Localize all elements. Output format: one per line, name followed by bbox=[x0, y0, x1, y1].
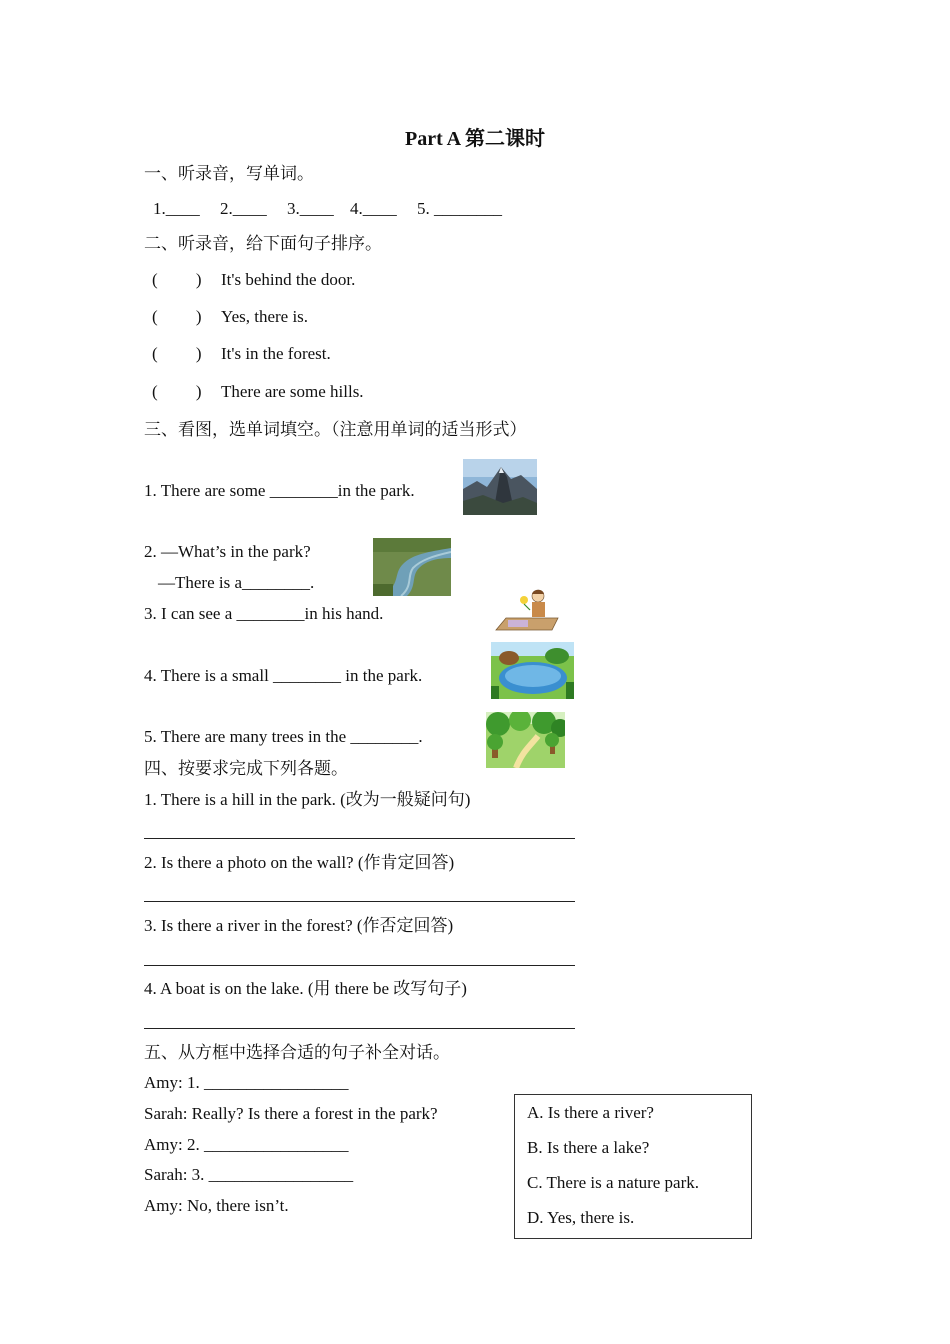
option-d: D. Yes, there is. bbox=[527, 1208, 635, 1227]
mountain-photo bbox=[463, 459, 537, 515]
fill-sentence-3: 3. I can see a ________in his hand. bbox=[144, 604, 384, 623]
answer-line-2[interactable] bbox=[144, 901, 575, 902]
option-b: B. Is there a lake? bbox=[527, 1138, 650, 1157]
section-4-heading: 四、按要求完成下列各题。 bbox=[144, 759, 348, 778]
blank-4: 4.____ bbox=[350, 199, 397, 218]
answer-line-3[interactable] bbox=[144, 965, 575, 966]
dialogue-line-1: Amy: 1. _________________ bbox=[144, 1073, 349, 1092]
section-1-heading: 一、听录音，写单词。 bbox=[144, 164, 314, 183]
order-sentence-2: Yes, there is. bbox=[221, 307, 309, 326]
fill-sentence-2b: —There is a________. bbox=[158, 573, 315, 592]
option-a: A. Is there a river? bbox=[527, 1103, 654, 1122]
transform-question-1: 1. There is a hill in the park. (改为一般疑问句) bbox=[144, 790, 471, 809]
section-5-heading: 五、从方框中选择合适的句子补全对话。 bbox=[144, 1043, 450, 1062]
river-photo bbox=[373, 538, 451, 596]
page-title: Part A 第二课时 bbox=[405, 128, 545, 150]
fill-sentence-5: 5. There are many trees in the ________. bbox=[144, 727, 423, 746]
forest-drawing bbox=[486, 712, 565, 768]
transform-question-2: 2. Is there a photo on the wall? (作肯定回答) bbox=[144, 853, 455, 872]
order-paren-4: ( ) bbox=[152, 382, 202, 401]
blank-2: 2.____ bbox=[220, 199, 267, 218]
fill-sentence-4: 4. There is a small ________ in the park. bbox=[144, 666, 423, 685]
order-sentence-1: It's behind the door. bbox=[221, 270, 356, 289]
dialogue-line-3: Amy: 2. _________________ bbox=[144, 1135, 349, 1154]
section-2-heading: 二、听录音，给下面句子排序。 bbox=[144, 234, 382, 253]
fill-sentence-1: 1. There are some ________in the park. bbox=[144, 481, 415, 500]
order-sentence-3: It's in the forest. bbox=[221, 344, 331, 363]
order-paren-1: ( ) bbox=[152, 270, 202, 289]
transform-question-3: 3. Is there a river in the forest? (作否定回答) bbox=[144, 916, 454, 935]
blank-5: 5. ________ bbox=[417, 199, 502, 218]
transform-question-4: 4. A boat is on the lake. (用 there be 改写句子) bbox=[144, 979, 467, 998]
boy-with-flower-drawing bbox=[492, 586, 564, 634]
dialogue-line-5: Amy: No, there isn’t. bbox=[144, 1196, 289, 1215]
order-sentence-4: There are some hills. bbox=[221, 382, 364, 401]
answer-line-1[interactable] bbox=[144, 838, 575, 839]
order-paren-3: ( ) bbox=[152, 344, 202, 363]
section-3-heading: 三、看图，选单词填空。（注意用单词的适当形式） bbox=[144, 420, 527, 439]
order-paren-2: ( ) bbox=[152, 307, 202, 326]
lake-drawing bbox=[491, 642, 574, 699]
dialogue-line-4: Sarah: 3. _________________ bbox=[144, 1165, 354, 1184]
answer-line-4[interactable] bbox=[144, 1028, 575, 1029]
dialogue-line-2: Sarah: Really? Is there a forest in the park? bbox=[144, 1104, 438, 1123]
fill-sentence-2a: 2. —What’s in the park? bbox=[144, 542, 311, 561]
blank-1: 1.____ bbox=[153, 199, 200, 218]
option-c: C. There is a nature park. bbox=[527, 1173, 699, 1192]
blank-3: 3.____ bbox=[287, 199, 334, 218]
